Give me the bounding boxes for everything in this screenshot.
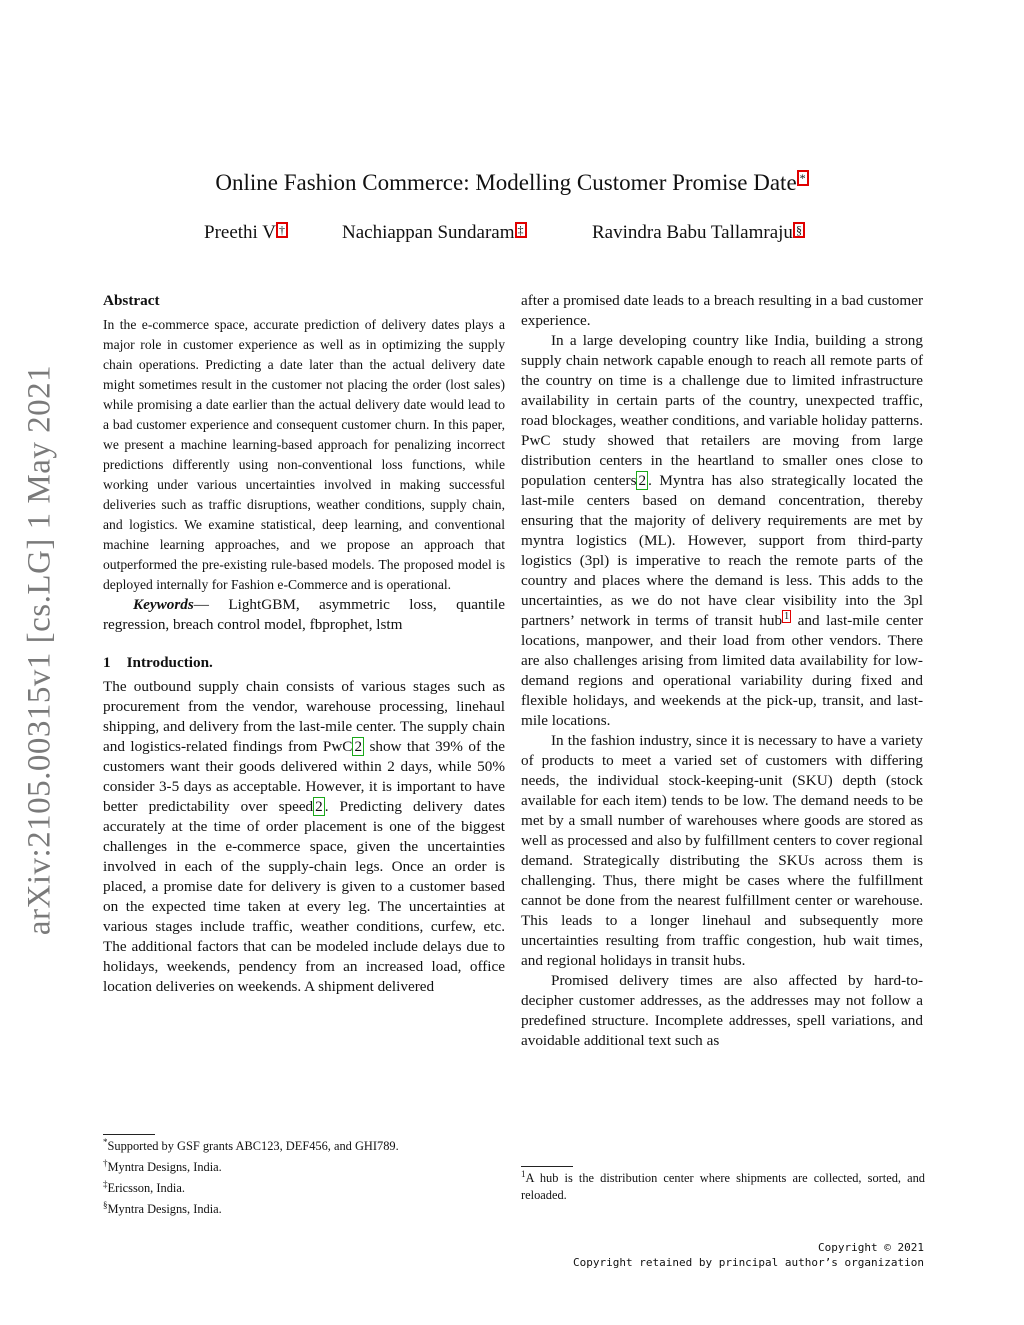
footnote-mark: * — [103, 1137, 108, 1147]
arxiv-stamp — [22, 340, 58, 960]
left-column — [103, 291, 505, 997]
author-3 — [592, 222, 805, 244]
copyright-line-1: Copyright © 2021 — [818, 1241, 924, 1254]
author-name: Ravindra Babu Tallamraju — [592, 222, 793, 243]
footnote-text: Myntra Designs, India. — [107, 1160, 222, 1175]
paper-title-text: Online Fashion Commerce: Modelling Customer Promise Date — [215, 170, 797, 195]
author-2 — [342, 222, 527, 244]
right-column — [521, 291, 923, 1051]
author-footnote-mark[interactable]: ‡ — [515, 222, 527, 238]
intro-text: show that 39% of the customers want their goods delivered within 2 days, while 50% consider 3-5 days as acceptable. However, it is important to have better predictability over speed — [103, 738, 505, 815]
footnote — [521, 1166, 925, 1204]
intro-paragraph-4: Promised delivery times are also affected by hard-to-decipher customer addresses, as the addresses may not follow a predefined structure. Incomplete addresses, spell variations, and avoidable additional text such as — [521, 972, 923, 1049]
title-footnote-mark[interactable]: * — [797, 170, 809, 186]
intro-paragraph-1 — [103, 677, 505, 997]
footnote-text: Supported by GSF grants ABC123, DEF456, and GHI789. — [107, 1139, 399, 1154]
footnote — [103, 1155, 505, 1176]
intro-text: . Myntra has also strategically located the last-mile centers based on demand concentration, thereby ensuring that the majority of delivery requirements are met by myntra logistics (ML). However, support from third-party logistics (3pl) is imperative to reach the remote parts of the country and places where the demand is less. This adds to the uncertainties, as we do not have clear visibility into the 3pl partners’ network in terms of transit hub — [521, 472, 923, 629]
author-name: Preethi V — [204, 222, 276, 243]
intro-text: and last-mile center locations, manpower, and their load from other vendors. There are also challenges arising from limited data availability for low-demand regions and operational variability during fixed and flexible holidays, and weekends at the pick-up, transit, and last-mile locations. — [521, 612, 923, 729]
arxiv-stamp-text: arXiv:2105.00315v1 [cs.LG] 1 May 2021 — [21, 364, 58, 936]
intro-text: . Predicting delivery dates accurately at the time of order placement is one of the biggest challenges in the e-commerce space, given the uncertainties involved in each of the supply-chain legs. Once an order is placed, a promise date for delivery is given to a customer based on the expected time taken at every leg. The uncertainties at various stages include traffic, weather conditions, curfew, etc. The additional factors that can be modeled include delays due to holidays, weekends, pendency from an increased load, office location deliveries on weekends. A shipment delivered — [103, 798, 505, 995]
section-number: 1 — [103, 654, 111, 671]
author-footnote-mark[interactable]: † — [276, 222, 288, 238]
abstract-heading: Abstract — [103, 292, 160, 309]
footnote-right — [521, 1166, 925, 1204]
footnote-text: A hub is the distribution center where shipments are collected, sorted, and reloaded. — [521, 1171, 925, 1203]
section-title: Introduction. — [126, 654, 213, 671]
footnote-mark: 1 — [521, 1169, 526, 1179]
copyright-line-2: Copyright retained by principal author’s organization — [573, 1256, 924, 1269]
copyright-notice — [573, 1240, 924, 1270]
keywords-text: — LightGBM, asymmetric loss, quantile regression, breach control model, fbprophet, lstm — [103, 596, 505, 633]
footnotes-left — [103, 1134, 505, 1219]
author-name: Nachiappan Sundaram — [342, 222, 515, 243]
citation-link[interactable]: 2 — [638, 472, 647, 489]
footnote-mark: ‡ — [103, 1179, 108, 1190]
keywords — [103, 595, 505, 635]
footnote-text: Ericsson, India. — [107, 1181, 185, 1196]
keywords-label: Keywords — [133, 596, 194, 613]
intro-paragraph-1-continued: after a promised date leads to a breach resulting in a bad customer experience. — [521, 292, 923, 329]
author-1 — [204, 222, 288, 244]
footnote-mark: † — [103, 1158, 108, 1169]
intro-paragraph-3: In the fashion industry, since it is necessary to have a variety of products to meet a varied set of customers with differing needs, the individual stock-keeping-unit (SKU) depth (stock available for each item) tends to be low. The demand needs to be met by a small number of warehouses where goods are stored as well as processed and also by fulfillment centers to cover regional demand. Strategically distributing the SKUs across them is challenging. Thus, there might be cases where the fulfillment cannot be done from the nearest fulfillment center or warehouse. This leads to a longer linehaul and subsequently more uncertainties resulting from traffic congestion, hub wait times, and regional holidays in transit hubs. — [521, 732, 923, 969]
footnote-mark: § — [103, 1200, 108, 1211]
author-footnote-mark[interactable]: § — [793, 222, 805, 238]
footnote — [103, 1197, 505, 1218]
citation-link[interactable]: 2 — [315, 798, 323, 815]
intro-text: In a large developing country like India, building a strong supply chain network capable enough to reach all remote parts of the country on time is a challenge due to limited infrastructure availability in certain parts of the country, unexpected traffic, road blockages, weather conditions, and variable holiday patterns. PwC study showed that retailers are moving from large distribution centers in the heartland to smaller ones close to population centers — [521, 332, 923, 489]
intro-text: The outbound supply chain consists of various stages such as procurement from the vendor, warehouse processing, linehaul shipping, and delivery from the last-mile center. The supply chain and logistics-related findings from PwC — [103, 678, 505, 755]
footnote — [103, 1176, 505, 1197]
section-heading — [103, 653, 505, 673]
footnote-text: Myntra Designs, India. — [107, 1202, 222, 1217]
citation-link[interactable]: 2 — [354, 738, 363, 755]
footnote-link[interactable]: 1 — [784, 610, 790, 622]
intro-paragraph-2 — [521, 331, 923, 731]
abstract-text: In the e-commerce space, accurate prediction of delivery dates plays a major role in customer experience as well as in optimizing the supply chain operations. Predicting a date later than the actual delivery date might sometimes result in the customer not placing the order (lost sales) while promising a date earlier than the actual delivery date would lead to a bad customer experience and consequent customer churn. In this paper, we present a machine learning-based approach for penalizing incorrect predictions differently using non-conventional loss functions, while working under various uncertainties involved in making successful deliveries such as traffic disruptions, weather conditions, supply chain, and logistics. We examine statistical, deep learning, and conventional machine learning approaches, and we propose an approach that outperformed the pre-existing rule-based models. The proposed model is deployed internally for Fashion e-Commerce and is operational. — [103, 317, 505, 592]
paper-title — [0, 170, 1024, 196]
footnote — [103, 1134, 505, 1155]
